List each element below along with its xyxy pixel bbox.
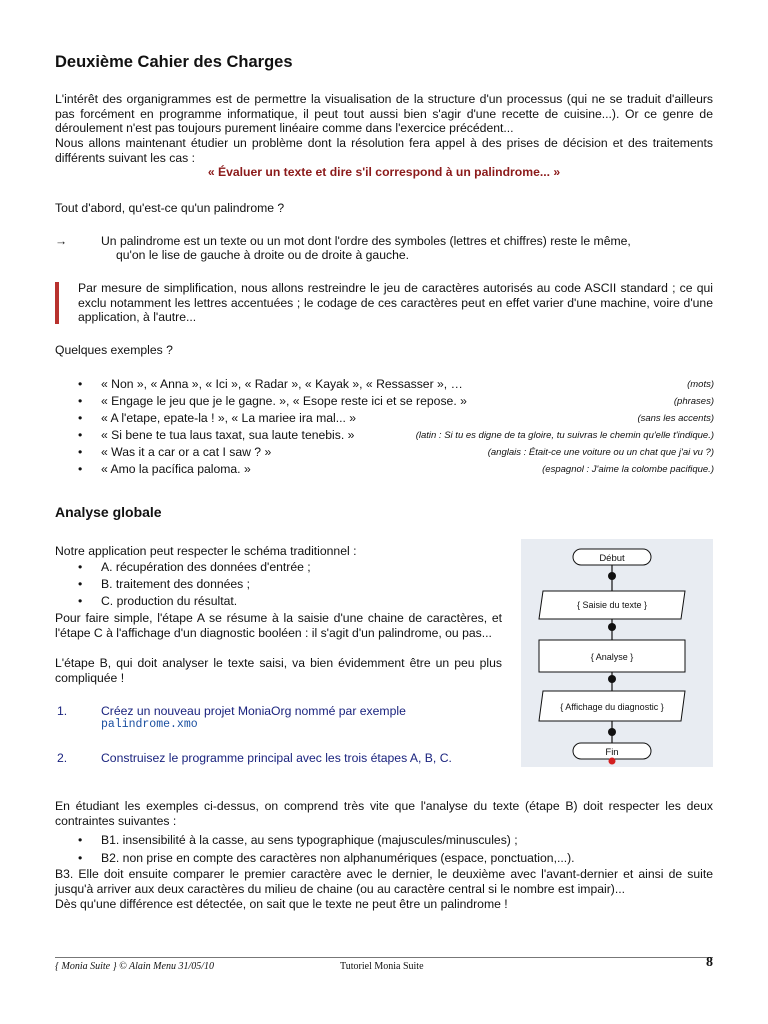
goal-statement: « Évaluer un texte et dire s'il correspond à un palindrome... » [207,165,561,179]
task-number: 2. [57,751,68,765]
junction-dot [608,572,616,580]
flowchart-diagram [521,539,713,767]
footer-left: { Monia Suite } © Alain Menu 31/05/10 [55,961,215,972]
bullet-icon: • [78,577,83,591]
analysis-paragraph: Pour faire simple, l'étape A se résume à la saisie d'une chaine de caractères, et l'étape C à l'affichage d'un diagnostic booléen : il s'agit d'un palindrome, ou pas... [55,611,502,640]
junction-dot [608,623,616,631]
page-title: Deuxième Cahier des Charges [55,53,293,71]
step-text: C. production du résultat. [101,594,238,608]
bullet-icon: • [78,394,83,408]
example-row [78,411,714,427]
bullet-icon: • [78,377,83,391]
example-note: (espagnol : J'aime la colombe pacifique.) [542,464,714,475]
examples-heading: Quelques exemples ? [55,343,173,357]
example-text: « A l'etape, epate-la ! », « La mariee ira mal... » [101,411,357,425]
example-text: « Engage le jeu que je le gagne. », « Esope reste ici et se repose. » [101,394,467,408]
example-note: (latin : Si tu es digne de ta gloire, tu suivras le chemin qu'elle t'indique.) [415,430,714,441]
constraints-conclusion: Dès qu'une différence est détectée, on sait que le texte ne peut être un palindrome ! [55,897,508,911]
arrow-icon: → [55,234,68,248]
bullet-icon: • [78,594,83,608]
example-text: « Non », « Anna », « Ici », « Radar », « Kayak », « Ressasser », … [101,377,463,391]
step-text: A. récupération des données d'entrée ; [101,560,311,574]
junction-dot [608,675,616,683]
bullet-icon: • [78,851,83,865]
example-text: « Was it a car or a cat I saw ? » [101,445,272,459]
task-2 [57,751,503,767]
constraint-text: B2. non prise en compte des caractères non alphanumériques (espace, ponctuation,...). [101,851,575,865]
analysis-paragraph-2: L'étape B, qui doit analyser le texte saisi, va bien évidemment être un peu plus compliquée ! [55,656,502,685]
example-row [78,394,714,410]
input-label: { Saisie du texte } [576,600,648,610]
example-text: « Amo la pacífica paloma. » [101,462,251,476]
constraint-b3: B3. Elle doit ensuite comparer le premier caractère avec le dernier, le deuxième avec l'avant-dernier et ainsi de suite jusqu'à arriver aux deux caractères du milieu de chaine (ou au caractère central si le nombre est impair)... [55,867,713,896]
task-text: Construisez le programme principal avec les trois étapes A, B, C. [101,751,452,765]
task-text: Créez un nouveau projet MoniaOrg nommé par exemple [101,704,406,718]
example-row [78,377,714,393]
definition-line-1: Un palindrome est un texte ou un mot dont l'ordre des symboles (lettres et chiffres) reste le même, [101,234,631,248]
example-row [78,445,714,461]
constraints-intro: En étudiant les exemples ci-dessus, on comprend très vite que l'analyse du texte (étape B) doit respecter les deux contraintes suivantes : [55,799,713,828]
bullet-icon: • [78,445,83,459]
end-label: Fin [605,747,619,758]
example-note: (mots) [687,379,714,390]
simplification-note: Par mesure de simplification, nous allons restreindre le jeu de caractères autorisés au code ASCII standard ; ce qui exclu notamment les lettres accentuées ; le codage de ces caractères peut en effet varier d'une machine, voire d'une application, à l'autre... [78,281,713,324]
example-row [78,462,714,478]
start-label: Début [599,553,625,564]
section-heading: Analyse globale [55,504,162,520]
task-1 [57,704,503,734]
output-label: { Affichage du diagnostic } [560,702,664,712]
constraint-text: B1. insensibilité à la casse, au sens typographique (majuscules/minuscules) ; [101,833,518,847]
note-bar [55,282,59,324]
example-note: (anglais : Était-ce une voiture ou un chat que j'ai vu ?) [487,447,714,458]
bullet-icon: • [78,411,83,425]
junction-dot [608,728,616,736]
definition-line-2: qu'on le lise de gauche à droite ou de droite à gauche. [116,248,410,262]
palindrome-question: Tout d'abord, qu'est-ce qu'un palindrome ? [55,201,285,215]
footer-center: Tutoriel Monia Suite [340,961,424,972]
intro-paragraph: L'intérêt des organigrammes est de permettre la visualisation de la structure d'un processus (qui ne se traduit d'ailleurs pas forcément en programme informatique, il peut tout aussi bien s'agir d'une recette de cuisine...). Or ce genre de déroulement n'est pas toujours purement linéaire comme dans l'exercice précédent... [55,92,713,135]
example-note: (phrases) [673,396,714,407]
bullet-icon: • [78,428,83,442]
footer-divider [55,957,713,958]
page-number: 8 [706,955,713,970]
bullet-icon: • [78,833,83,847]
analysis-intro: Notre application peut respecter le schéma traditionnel : [55,544,357,558]
problem-paragraph: Nous allons maintenant étudier un problème dont la résolution fera appel à des prises de décision et des traitements différents suivant les cas : [55,136,713,165]
example-note: (sans les accents) [637,413,714,424]
bullet-icon: • [78,462,83,476]
example-text: « Si bene te tua laus taxat, sua laute tenebis. » [101,428,355,442]
step-text: B. traitement des données ; [101,577,251,591]
process-label: { Analyse } [590,652,634,662]
task-number: 1. [57,704,68,718]
example-row [78,428,714,444]
task-filename: palindrome.xmo [101,718,198,731]
end-marker-dot [609,758,616,765]
bullet-icon: • [78,560,83,574]
